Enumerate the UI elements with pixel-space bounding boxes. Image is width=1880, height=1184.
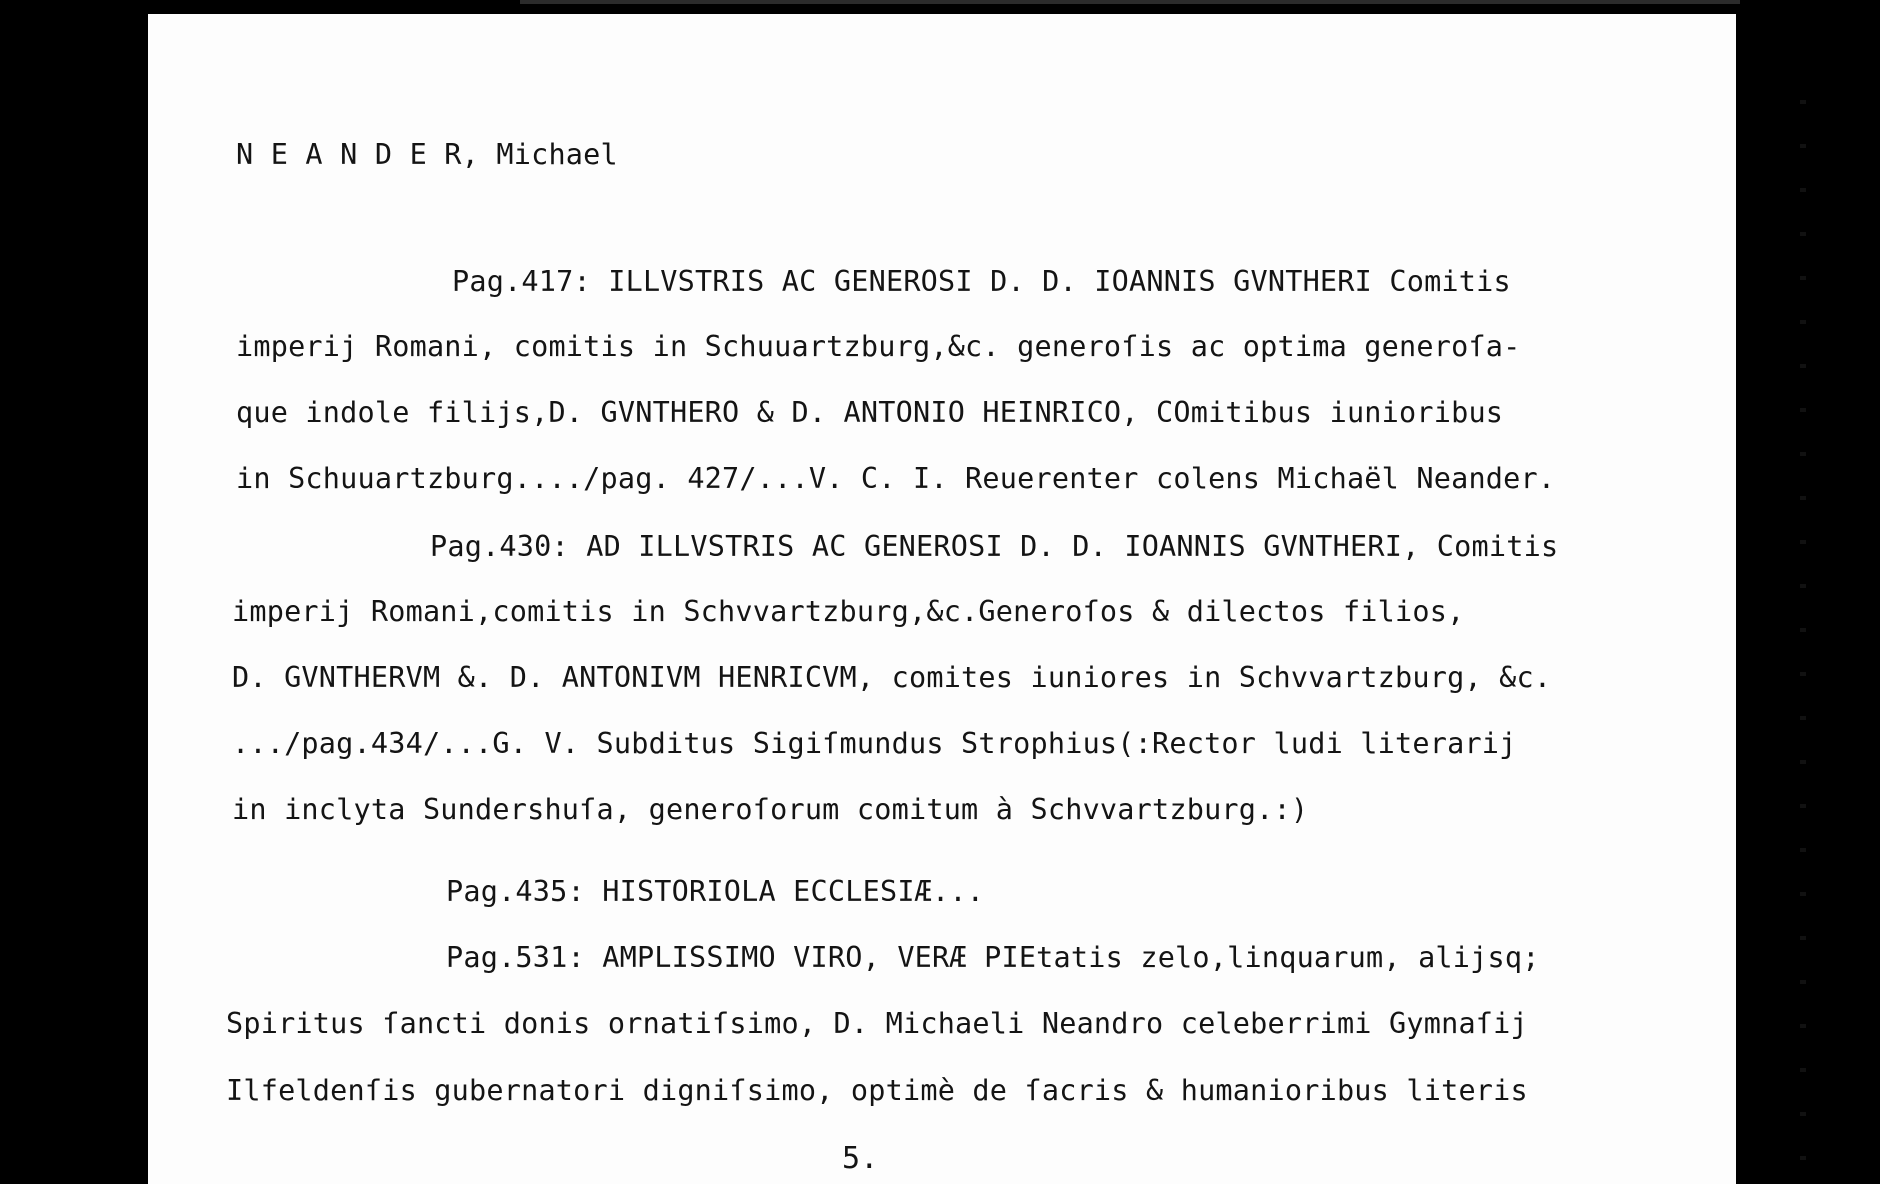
text-line-7: D. GVNTHERVM &. D. ANTONIVM HENRICVM, comites iuniores in Schvvartzburg, &c. — [232, 661, 1552, 694]
text-line-2: imperij Romani, comitis in Schuuartzburg,&c. generoſis ac optima generoſa- — [236, 330, 1521, 363]
text-line-3: que indole filijs,D. GVNTHERO & D. ANTONIO HEINRICO, COmitibus iunioribus — [236, 396, 1504, 429]
text-line-11: Pag.531: AMPLISSIMO VIRO, VERÆ PIEtatis zelo,linquarum, alijsq; — [446, 941, 1540, 974]
text-line-10: Pag.435: HISTORIOLA ECCLESIÆ... — [446, 875, 985, 908]
text-line-4: in Schuuartzburg..../pag. 427/...V. C. I. Reuerenter colens Michaël Neander. — [236, 462, 1556, 495]
text-line-9: in inclyta Sundershuſa, generoſorum comitum à Schvvartzburg.:) — [232, 793, 1309, 826]
text-line-13: Ilfeldenſis gubernatori digniſsimo, optimè de ſacris & humanioribus literis — [226, 1074, 1528, 1107]
entry-heading: N E A N D E R, Michael — [236, 138, 618, 171]
text-line-1: Pag.417: ILLVSTRIS AC GENEROSI D. D. IOANNIS GVNTHERI Comitis — [452, 265, 1511, 298]
text-line-8: .../pag.434/...G. V. Subditus Sigiſmundus Strophius(:Rector ludi literarij — [232, 727, 1517, 760]
scan-top-edge — [520, 0, 1740, 4]
text-line-12: Spiritus ſancti donis ornatiſsimo, D. Michaeli Neandro celeberrimi Gymnaſij — [226, 1007, 1528, 1040]
text-line-5: Pag.430: AD ILLVSTRIS AC GENEROSI D. D. IOANNIS GVNTHERI, Comitis — [430, 530, 1559, 563]
page-number: 5. — [842, 1141, 879, 1176]
text-line-6: imperij Romani,comitis in Schvvartzburg,&c.Generoſos & dilectos filios, — [232, 595, 1465, 628]
scan-margin-noise — [1800, 60, 1806, 1160]
